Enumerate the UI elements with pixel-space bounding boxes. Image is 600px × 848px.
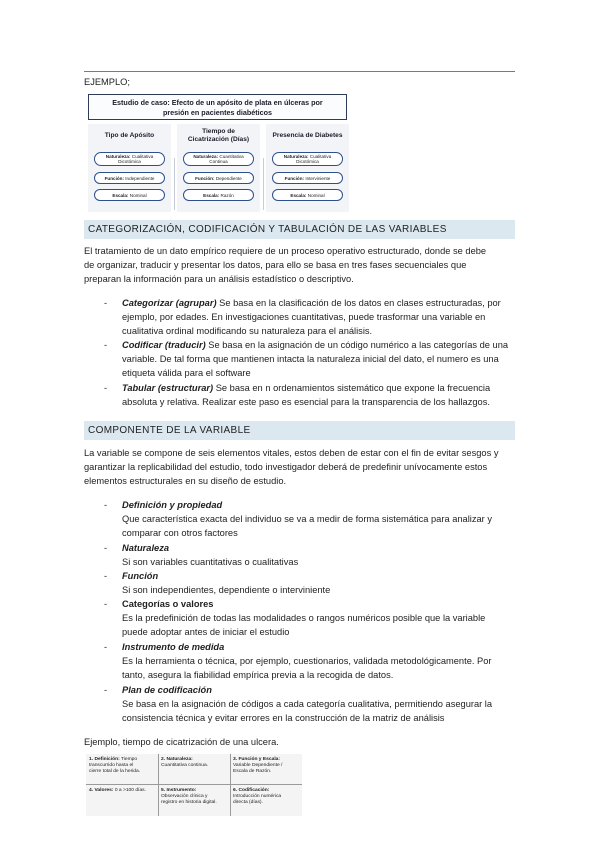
component-instrumento: Instrumento de medida (122, 642, 225, 652)
variable-column-presencia-diabetes (266, 124, 349, 212)
bullet-categorizar: Categorizar (agrupar) Se basa en la clasificación de los datos en clases estructuradas, por (122, 298, 501, 308)
component-line: Que característica exacta del individuo se va a medir de forma sistemática para analizar y (122, 514, 492, 524)
component-categorias: Categorías o valores (122, 599, 214, 609)
component-line: Si son independientes, dependiente o interviniente (122, 585, 331, 595)
table-cell-funcion-escala: 3. Función y Escala: Variable Dependiente / Escala de Razón. (233, 757, 283, 774)
section2-intro-line: La variable se compone de seis elementos vitales, estos deben de estar con el fin de evitar sesgos y (84, 448, 499, 458)
section1-intro-line: preparan la información para un análisis estadístico o descriptivo. (84, 274, 354, 284)
bullet-dash: - (104, 599, 108, 609)
column-title: Tipo de Apósito (104, 132, 155, 139)
section-heading-categorizacion: CATEGORIZACIÓN, CODIFICACIÓN Y TABULACIÓN DE LAS VARIABLES (84, 220, 515, 239)
bullet-dash: - (104, 298, 108, 308)
case-study-title (88, 94, 347, 120)
component-line: Es la predefinición de todas las modalidades o rangos numéricos posible que la variable (122, 613, 486, 623)
table-cell-codificacion: 6. Codificación: Introducción numérica directa (días). (233, 788, 282, 805)
bullet-line: etiqueta válida para el software (122, 368, 251, 378)
variable-column-tipo-aposito (88, 124, 171, 212)
table-cell-instrumento: 5. Instrumento: Observación clínica y registro en historia digital. (161, 788, 217, 805)
column-title: Presencia de Diabetes (272, 132, 343, 139)
escala-pill: Escala: Nominal (272, 189, 343, 201)
table-cell-valores: 4. Valores: 0 a >100 días. (89, 788, 146, 793)
variable-column-tiempo-cicatrizacion (177, 124, 260, 212)
column-separator (263, 158, 264, 210)
case-study-title-line2: presión en pacientes diabéticos (162, 107, 273, 117)
bullet-dash: - (104, 383, 108, 393)
component-naturaleza: Naturaleza (122, 543, 170, 553)
naturaleza-pill: Naturaleza: Cuantitativa Continua (183, 152, 254, 166)
bullet-codificar: Codificar (traducir) Se basa en la asignación de un código numérico a las categorías de una (122, 340, 509, 350)
component-line: puede adoptar antes de iniciar el estudio (122, 627, 290, 637)
section1-intro-line: El tratamiento de un dato empírico requiere de un proceso operativo estructurado, donde se debe (84, 246, 487, 256)
top-rule (84, 71, 515, 72)
bullet-dash: - (104, 642, 108, 652)
component-line: Si son variables cuantitativas o cualitativas (122, 557, 299, 567)
bullet-line: cualitativa ordinal modificando su naturaleza para el análisis. (122, 326, 373, 336)
component-line: consistencia técnica y evitar errores en la construcción de la matriz de análisis (122, 713, 445, 723)
section-heading-componente: COMPONENTE DE LA VARIABLE (84, 421, 515, 440)
bullet-dash: - (104, 685, 108, 695)
table-cell-definicion: 1. Definición: Tiempo transcurrido hasta el cierre total de la herida. (89, 757, 141, 774)
column-separator (174, 158, 175, 210)
example-variable-table (86, 754, 302, 816)
component-plan-codificacion: Plan de codificación (122, 685, 212, 695)
section1-intro-line: de organizar, traducir y presentar los datos, para ello se basa en tres fases secuenciales que (84, 260, 467, 270)
bullet-dash: - (104, 340, 108, 350)
component-line: tanto, asegura la fiabilidad empírica previa a la recogida de datos. (122, 670, 394, 680)
table-divider (158, 754, 159, 816)
ejemplo-label: EJEMPLO; (84, 77, 130, 87)
section2-intro-line: garantizar la replicabilidad del estudio, todo investigador deberá de predefinir unívocamente estos (84, 462, 488, 472)
section2-intro-line: elementos estructurales en su diseño de estudio. (84, 476, 287, 486)
component-line: Es la herramienta o técnica, por ejemplo, cuestionarios, validada metodológicamente. Por (122, 656, 492, 666)
example-caption: Ejemplo, tiempo de cicatrización de una ulcera. (84, 737, 279, 747)
component-funcion: Función (122, 571, 159, 581)
bullet-dash: - (104, 571, 108, 581)
component-definicion: Definición y propiedad (122, 500, 223, 510)
bullet-dash: - (104, 500, 108, 510)
escala-pill: Escala: Nominal (94, 189, 165, 201)
bullet-dash: - (104, 543, 108, 553)
funcion-pill: Función: Independiente (94, 172, 165, 184)
table-divider (86, 784, 302, 785)
case-study-title-line1: Estudio de caso: Efecto de un apósito de plata en úlceras por (112, 98, 323, 107)
funcion-pill: Función: Interviniente (272, 172, 343, 184)
table-divider (230, 754, 231, 816)
bullet-line: variable. De tal forma que mantienen intacta la naturaleza inicial del dato, el numero es una (122, 354, 499, 364)
naturaleza-pill: Naturaleza: Cualitativa Dicotómica (94, 152, 165, 166)
bullet-tabular: Tabular (estructurar) Se basa en n ordenamientos sistemático que expone la frecuencia (122, 383, 491, 393)
bullet-line: absoluta y relativa. Realizar este paso es esencial para la transparencia de los hallazgos. (122, 397, 490, 407)
component-line: comparar con otros factores (122, 528, 238, 538)
component-line: Se basa en la asignación de códigos a cada categoría cualitativa, permitiendo asegurar la (122, 699, 493, 709)
bullet-line: ejemplo, por edades. En investigaciones cuantitativas, puede trasformar una variable en (122, 312, 486, 322)
escala-pill: Escala: Razón (183, 189, 254, 201)
case-study-figure (86, 92, 351, 212)
table-cell-naturaleza: 2. Naturaleza: Cuantitativa continua. (161, 757, 209, 768)
funcion-pill: Función: Dependiente (183, 172, 254, 184)
column-title: Tiempo de Cicatrización (Días) (187, 128, 250, 143)
naturaleza-pill: Naturaleza: Cualitativa Dicotómica (272, 152, 343, 166)
